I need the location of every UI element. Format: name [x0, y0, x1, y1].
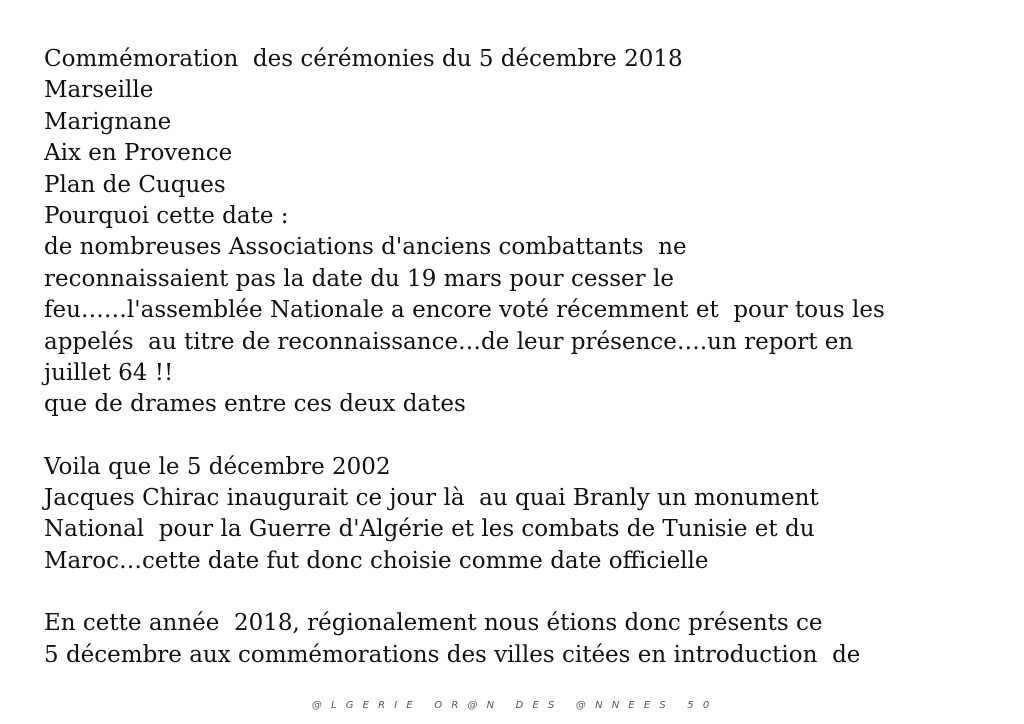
paragraph-intro: [44, 44, 1004, 421]
text-line: Commémoration des cérémonies du 5 décembre 2018: [44, 46, 683, 72]
text-line: Marseille: [44, 77, 154, 104]
text-line: Maroc…cette date fut donc choisie comme date officielle: [44, 547, 709, 574]
paragraph-spacer: [44, 577, 1004, 608]
paragraph-spacer: [44, 421, 1004, 452]
text-line: feu……l'assemblée Nationale a encore voté récemment et pour tous les: [44, 297, 885, 324]
text-line: Plan de Cuques: [44, 171, 226, 198]
paragraph-2018: [44, 608, 1004, 671]
text-line: appelés au titre de reconnaissance…de leur présence….un report en: [44, 328, 854, 355]
text-line: de nombreuses Associations d'anciens combattants ne: [44, 234, 687, 261]
text-line: juillet 64 !!: [44, 359, 174, 386]
text-line: Aix en Provence: [44, 140, 233, 167]
footer-watermark: @ L G E R I E O R @ N D E S @ N N E E S 5 0: [311, 700, 713, 711]
text-line: Marignane: [44, 108, 172, 135]
text-line: que de drames entre ces deux dates: [44, 391, 466, 418]
text-line: 5 décembre aux commémorations des villes citées en introduction de: [44, 641, 861, 668]
text-line: Pourquoi cette date :: [44, 202, 289, 229]
text-line: National pour la Guerre d'Algérie et les combats de Tunisie et du: [44, 516, 815, 543]
text-line: reconnaissaient pas la date du 19 mars pour cesser le: [44, 265, 674, 292]
paragraph-chirac: [44, 452, 1004, 578]
text-line: En cette année 2018, régionalement nous étions donc présents ce: [44, 610, 823, 637]
text-line: Jacques Chirac inaugurait ce jour là au quai Branly un monument: [44, 485, 819, 512]
document-body: [44, 44, 1004, 671]
text-line: Voila que le 5 décembre 2002: [44, 453, 391, 480]
